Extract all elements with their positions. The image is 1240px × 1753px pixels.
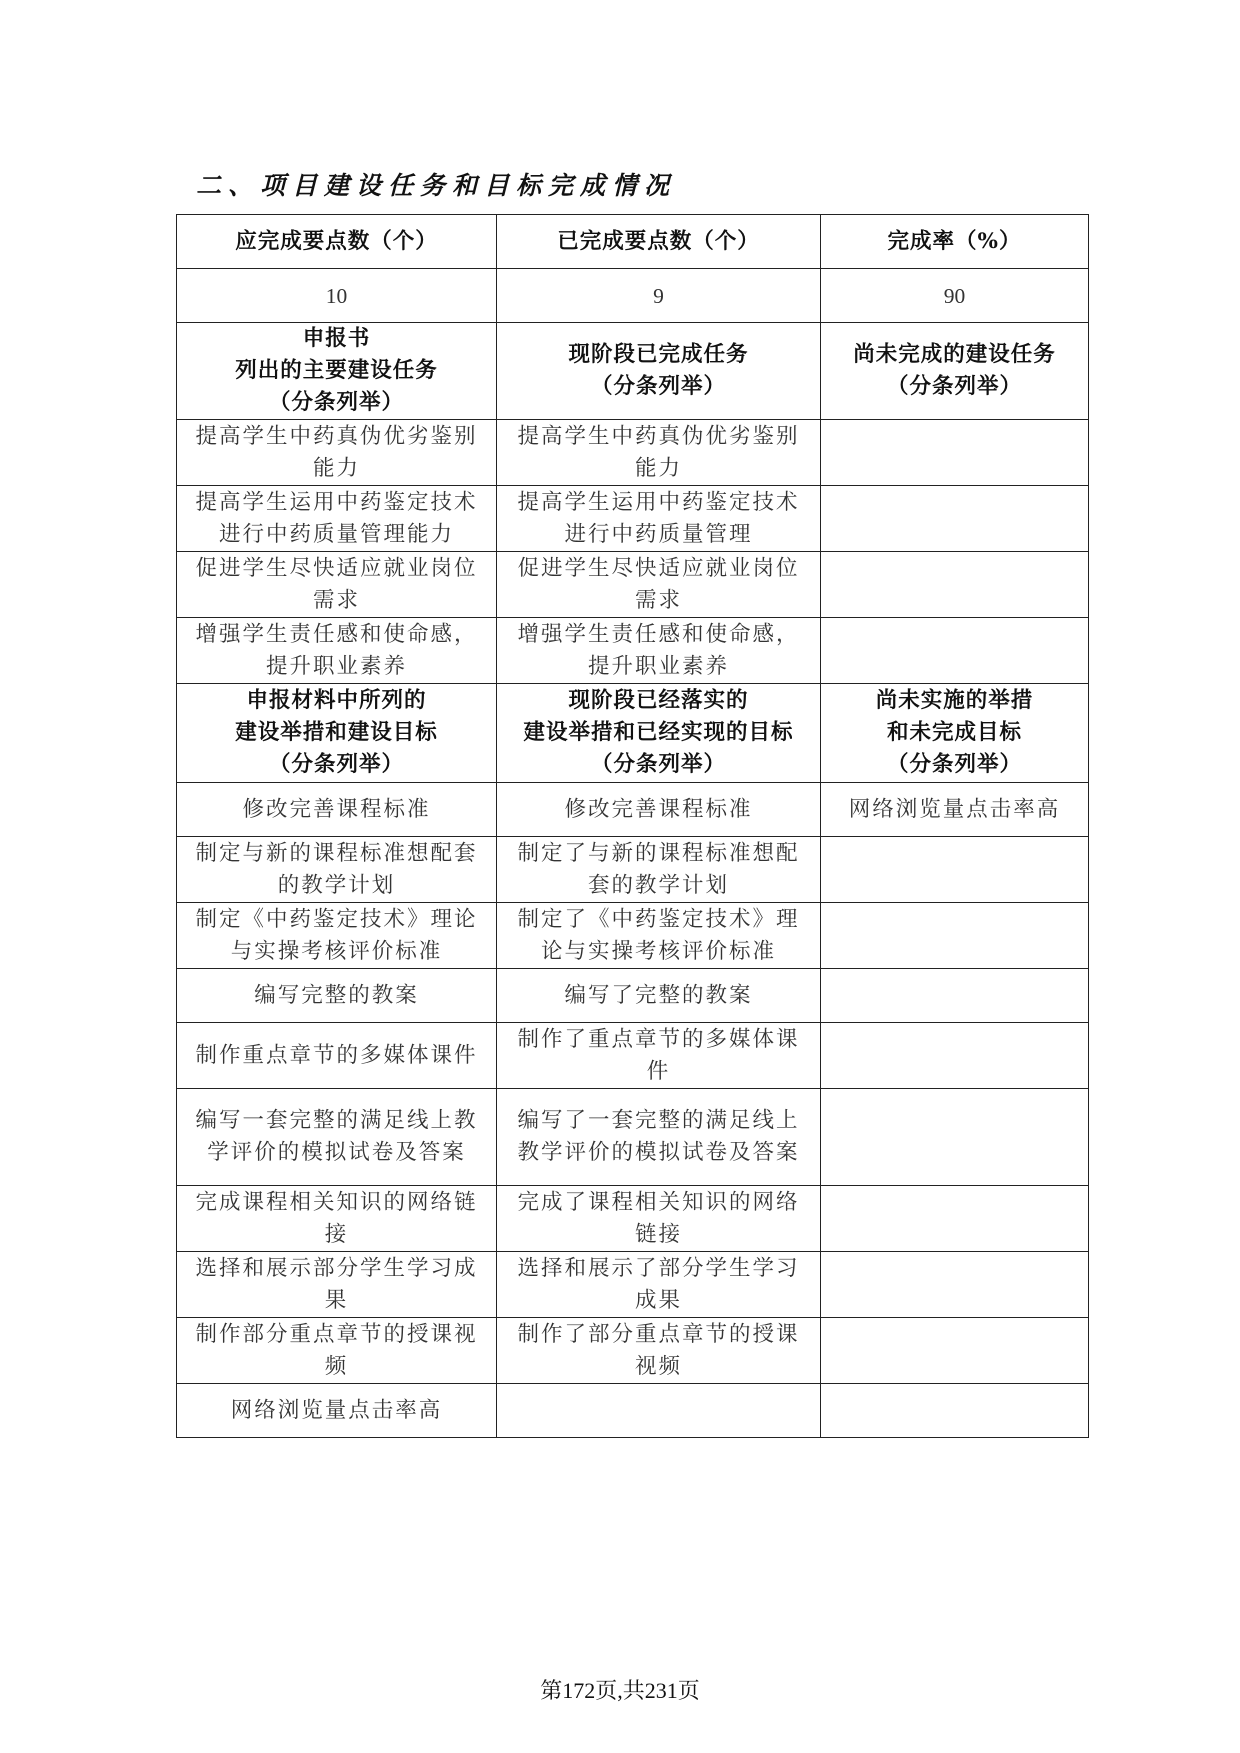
measure-pending-3 xyxy=(821,903,1089,969)
table-row xyxy=(177,420,1089,486)
task-done-4: 增强学生责任感和使命感，提升职业素养 xyxy=(497,618,821,684)
task-pending-4 xyxy=(821,618,1089,684)
summary-header-rate: 完成率（%） xyxy=(821,215,1089,269)
task-planned-4: 增强学生责任感和使命感，提升职业素养 xyxy=(177,618,497,684)
tasks-header-row xyxy=(177,323,1089,420)
measure-done-6: 编写了一套完整的满足线上教学评价的模拟试卷及答案 xyxy=(497,1089,821,1186)
table-row xyxy=(177,1023,1089,1089)
table-row xyxy=(177,618,1089,684)
measure-planned-5: 制作重点章节的多媒体课件 xyxy=(177,1023,497,1089)
measure-pending-10 xyxy=(821,1384,1089,1438)
measure-done-7: 完成了课程相关知识的网络链接 xyxy=(497,1186,821,1252)
measure-done-2: 制定了与新的课程标准想配套的教学计划 xyxy=(497,837,821,903)
measure-done-8: 选择和展示了部分学生学习成果 xyxy=(497,1252,821,1318)
measures-header-pending: 尚未实施的举措 和未完成目标 （分条列举） xyxy=(821,684,1089,783)
table-row xyxy=(177,1384,1089,1438)
summary-value-completed: 9 xyxy=(497,269,821,323)
summary-value-rate: 90 xyxy=(821,269,1089,323)
measure-done-3: 制定了《中药鉴定技术》理论与实操考核评价标准 xyxy=(497,903,821,969)
measure-pending-7 xyxy=(821,1186,1089,1252)
measure-planned-10: 网络浏览量点击率高 xyxy=(177,1384,497,1438)
table-row xyxy=(177,1089,1089,1186)
measure-done-10 xyxy=(497,1384,821,1438)
measure-planned-1: 修改完善课程标准 xyxy=(177,783,497,837)
tasks-header-pending: 尚未完成的建设任务 （分条列举） xyxy=(821,323,1089,420)
table-row xyxy=(177,1252,1089,1318)
measure-planned-3: 制定《中药鉴定技术》理论与实操考核评价标准 xyxy=(177,903,497,969)
tasks-header-done: 现阶段已完成任务 （分条列举） xyxy=(497,323,821,420)
measure-pending-8 xyxy=(821,1252,1089,1318)
measure-planned-7: 完成课程相关知识的网络链接 xyxy=(177,1186,497,1252)
task-completion-table xyxy=(176,214,1089,1438)
task-planned-3: 促进学生尽快适应就业岗位需求 xyxy=(177,552,497,618)
measure-pending-6 xyxy=(821,1089,1089,1186)
measures-header-done: 现阶段已经落实的 建设举措和已经实现的目标 （分条列举） xyxy=(497,684,821,783)
table-row xyxy=(177,837,1089,903)
table-row xyxy=(177,903,1089,969)
measure-planned-8: 选择和展示部分学生学习成果 xyxy=(177,1252,497,1318)
measure-planned-6: 编写一套完整的满足线上教学评价的模拟试卷及答案 xyxy=(177,1089,497,1186)
task-done-3: 促进学生尽快适应就业岗位需求 xyxy=(497,552,821,618)
measure-pending-1: 网络浏览量点击率高 xyxy=(821,783,1089,837)
measure-planned-2: 制定与新的课程标准想配套的教学计划 xyxy=(177,837,497,903)
table-row xyxy=(177,1318,1089,1384)
summary-header-required: 应完成要点数（个） xyxy=(177,215,497,269)
summary-value-row xyxy=(177,269,1089,323)
tasks-header-planned: 申报书 列出的主要建设任务 （分条列举） xyxy=(177,323,497,420)
measure-done-1: 修改完善课程标准 xyxy=(497,783,821,837)
table-row xyxy=(177,552,1089,618)
table-row xyxy=(177,1186,1089,1252)
table-row xyxy=(177,486,1089,552)
measure-pending-9 xyxy=(821,1318,1089,1384)
task-pending-1 xyxy=(821,420,1089,486)
table-row xyxy=(177,783,1089,837)
measures-header-planned: 申报材料中所列的 建设举措和建设目标 （分条列举） xyxy=(177,684,497,783)
task-pending-2 xyxy=(821,486,1089,552)
measure-planned-4: 编写完整的教案 xyxy=(177,969,497,1023)
measure-done-5: 制作了重点章节的多媒体课件 xyxy=(497,1023,821,1089)
task-done-2: 提高学生运用中药鉴定技术进行中药质量管理 xyxy=(497,486,821,552)
measure-done-9: 制作了部分重点章节的授课视频 xyxy=(497,1318,821,1384)
summary-header-completed: 已完成要点数（个） xyxy=(497,215,821,269)
task-done-1: 提高学生中药真伪优劣鉴别能力 xyxy=(497,420,821,486)
measures-header-row xyxy=(177,684,1089,783)
task-pending-3 xyxy=(821,552,1089,618)
section-title: 二、项目建设任务和目标完成情况 xyxy=(196,171,677,200)
table-row xyxy=(177,969,1089,1023)
summary-header-row xyxy=(177,215,1089,269)
measure-done-4: 编写了完整的教案 xyxy=(497,969,821,1023)
measure-pending-4 xyxy=(821,969,1089,1023)
task-planned-1: 提高学生中药真伪优劣鉴别能力 xyxy=(177,420,497,486)
measure-pending-2 xyxy=(821,837,1089,903)
measure-planned-9: 制作部分重点章节的授课视频 xyxy=(177,1318,497,1384)
summary-value-required: 10 xyxy=(177,269,497,323)
task-planned-2: 提高学生运用中药鉴定技术进行中药质量管理能力 xyxy=(177,486,497,552)
measure-pending-5 xyxy=(821,1023,1089,1089)
page-number-footer: 第172页,共231页 xyxy=(540,1678,700,1703)
